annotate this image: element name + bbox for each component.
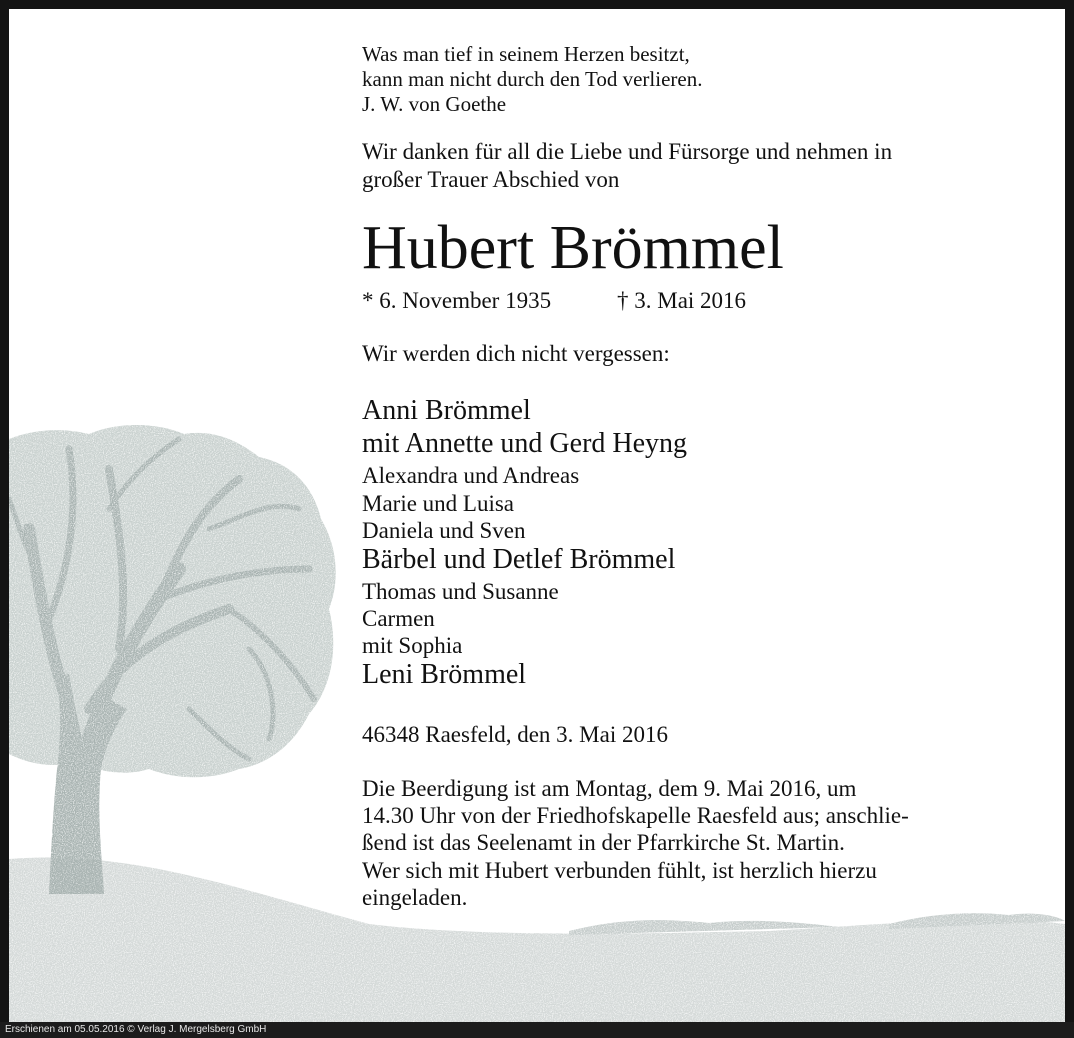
remembrance-line: Wir werden dich nicht vergessen: [362,341,670,366]
mourner-line: mit Sophia [362,633,463,658]
funeral-line-5: eingeladen. [362,885,468,910]
intro-line-2: großer Trauer Abschied von [362,167,620,192]
mourner-line: Leni Brömmel [362,659,527,690]
quote-author: J. W. von Goethe [362,92,507,116]
tree [9,425,336,894]
quote-line-2: kann man nicht durch den Tod verlieren. [362,67,703,91]
mourner-line: Carmen [362,606,435,631]
intro-line-1: Wir danken für all die Liebe und Fürsorge und nehmen in [362,139,893,164]
funeral-line-1: Die Beerdigung ist am Montag, dem 9. Mai 2016, um [362,776,857,801]
mourner-line: mit Annette und Gerd Heyng [362,428,688,459]
mourner-line: Marie und Luisa [362,491,515,516]
funeral-line-4: Wer sich mit Hubert verbunden fühlt, ist herzlich hierzu [362,858,877,883]
birth-date: * 6. November 1935 [362,288,552,313]
place-date: 46348 Raesfeld, den 3. Mai 2016 [362,722,668,747]
publication-credit: Erschienen am 05.05.2016 © Verlag J. Mergelsberg GmbH [5,1024,267,1035]
mourner-line: Bärbel und Detlef Brömmel [362,544,676,575]
funeral-line-2: 14.30 Uhr von der Friedhofskapelle Raesfeld aus; anschlie- [362,803,909,828]
mourner-line: Alexandra und Andreas [362,463,580,488]
death-date: † 3. Mai 2016 [617,288,747,313]
mourner-line: Daniela und Sven [362,518,526,543]
quote-line-1: Was man tief in seinem Herzen besitzt, [362,42,690,66]
mourner-line: Anni Brömmel [362,395,531,426]
mourner-line: Thomas und Susanne [362,579,559,604]
funeral-line-3: ßend ist das Seelenamt in der Pfarrkirche St. Martin. [362,830,845,855]
deceased-name: Hubert Brömmel [362,214,784,282]
